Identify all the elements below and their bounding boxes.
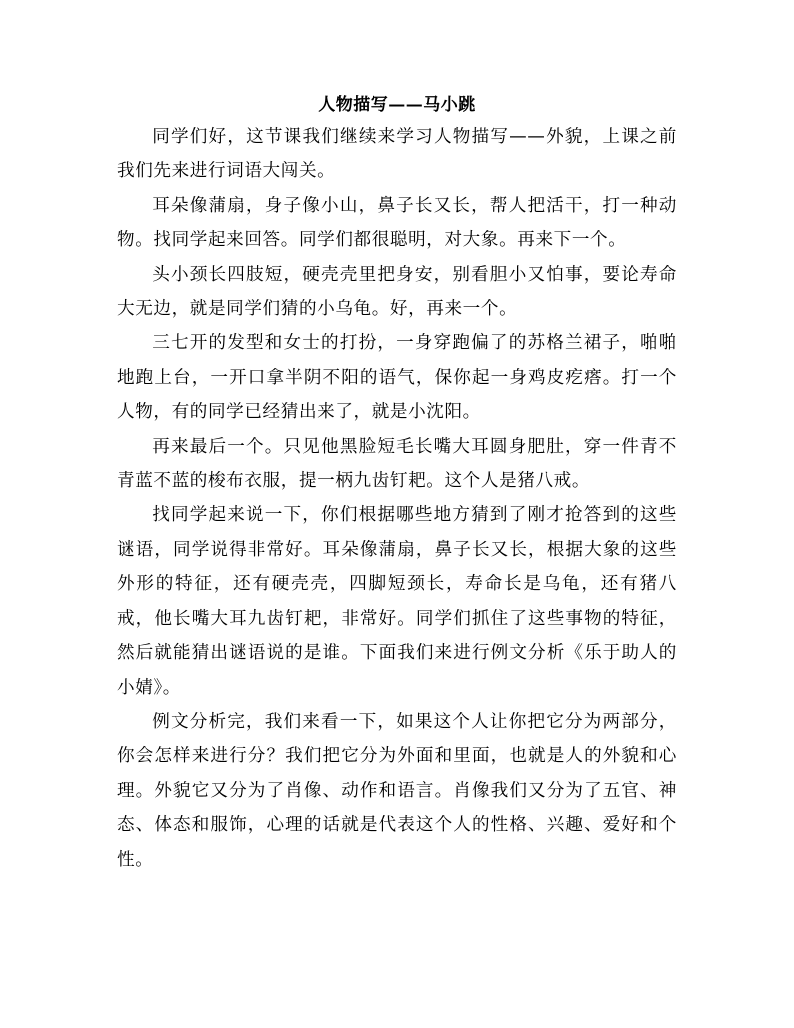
paragraph-7: 例文分析完，我们来看一下，如果这个人让你把它分为两部分，你会怎样来进行分？我们把它分为外面和里面，也就是人的外貌和心理。外貌它又分为了肖像、动作和语言。肖像我们又分为了五官、神态、体态和服饰，心理的话就是代表这个人的性格、兴趣、爱好和个性。: [117, 711, 677, 870]
paragraph-5: 再来最后一个。只见他黑脸短毛长嘴大耳圆身肥肚，穿一件青不青蓝不蓝的梭布衣服，提一柄九齿钉耙。这个人是猪八戒。: [117, 436, 677, 492]
paragraph-6: 找同学起来说一下，你们根据哪些地方猜到了刚才抢答到的这些谜语，同学说得非常好。耳朵像蒲扇，鼻子长又长，根据大象的这些外形的特征，还有硬壳壳，四脚短颈长，寿命长是乌龟，还有猪八戒，他长嘴大耳九齿钉耙，非常好。同学们抓住了这些事物的特征，然后就能猜出谜语说的是谁。下面我们来进行例文分析《乐于助人的小婧》。: [117, 505, 677, 698]
paragraph-1: 同学们好，这节课我们继续来学习人物描写——外貌，上课之前我们先来进行词语大闯关。: [117, 127, 677, 182]
paragraph-2: 耳朵像蒲扇，身子像小山，鼻子长又长，帮人把活干，打一种动物。找同学起来回答。同学们都很聪明，对大象。再来下一个。: [117, 195, 677, 251]
document-title: 人物描写——马小跳: [318, 95, 476, 115]
paragraph-4: 三七开的发型和女士的打扮，一身穿跑偏了的苏格兰裙子，啪啪地跑上台，一开口拿半阴不阳的语气，保你起一身鸡皮疙瘩。打一个人物，有的同学已经猜出来了，就是小沈阳。: [117, 333, 677, 423]
document-body: [117, 120, 677, 877]
paragraph-3: 头小颈长四肢短，硬壳壳里把身安，别看胆小又怕事，要论寿命大无边，就是同学们猜的小乌龟。好，再来一个。: [117, 264, 677, 320]
